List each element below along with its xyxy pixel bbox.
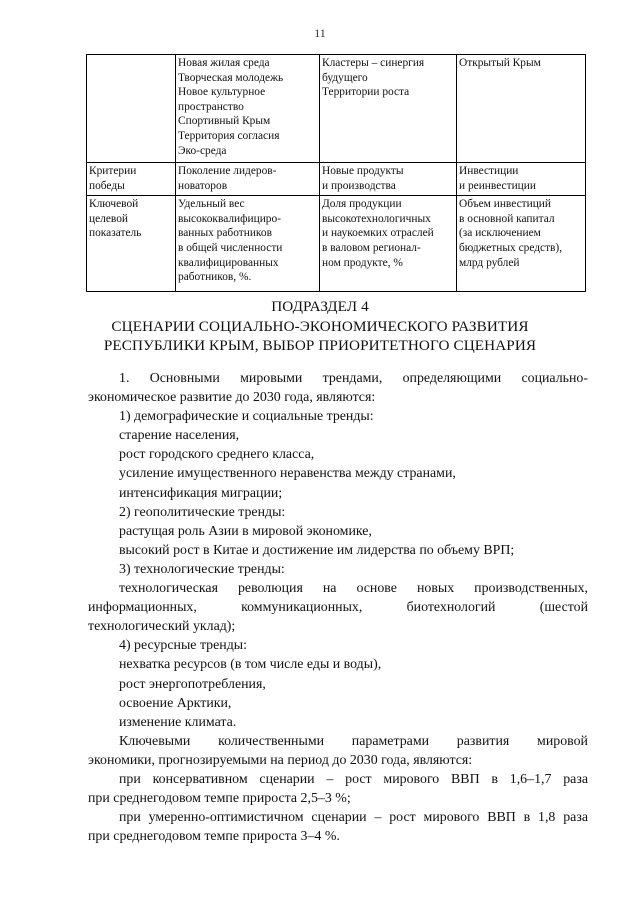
cell-line: высокотехнологичных [322, 212, 431, 225]
trend-list [88, 522, 588, 560]
table-row [87, 196, 586, 292]
section-subtitle: ПОДРАЗДЕЛ 4 [271, 298, 369, 315]
paragraph-line: при среднегодовом темпе прироста 2,5–3 %; [88, 791, 351, 807]
cell-line: Спортивный Крым [178, 115, 271, 128]
trend-item: старение населения, [119, 428, 240, 444]
cell-line: Поколение лидеров- [178, 165, 277, 177]
cell-line: (за исключением [459, 227, 541, 240]
cell-line: Доля продукции [322, 198, 402, 211]
cell-line: Кластеры – синергия [322, 57, 425, 69]
trend-item: рост городского среднего класса, [119, 447, 315, 463]
cell-line: целевой [89, 212, 128, 225]
trend-item: рост энергопотребления, [119, 676, 266, 692]
trend-heading: 2) геополитические тренды: [119, 504, 286, 520]
cell-line: Творческая молодежь [178, 71, 284, 84]
section-title-line1: СЦЕНАРИИ СОЦИАЛЬНО-ЭКОНОМИЧЕСКОГО РАЗВИТИЯ [111, 318, 529, 335]
cell-line: млрд рублей [459, 256, 520, 269]
trend-item: освоение Арктики, [119, 695, 232, 711]
cell-line: Инвестиции [459, 165, 519, 177]
paragraph-line: при умеренно-оптимистичном сценарии – рост мирового ВВП в 1,8 раза [119, 810, 588, 826]
table-row [87, 163, 586, 196]
trend-item: интенсификация миграции; [119, 485, 283, 501]
cell-line: ванных работников [178, 227, 272, 240]
section-title-line2: РЕСПУБЛИКИ КРЫМ, ВЫБОР ПРИОРИТЕТНОГО СЦЕНАРИЯ [103, 337, 537, 354]
paragraph-line: информационных, коммуникационных, биотехнологий (шестой [88, 600, 588, 616]
trend-heading: 3) технологические тренды: [119, 561, 285, 577]
body-text [88, 369, 588, 846]
cell-line: Удельный вес [178, 198, 245, 211]
trend-list [88, 655, 588, 731]
cell-line: в основной капитал [459, 212, 555, 225]
cell-line: Ключевой [89, 198, 139, 211]
cell-line: Территория согласия [178, 129, 280, 142]
cell-line: в валовом регионал- [322, 241, 421, 254]
paragraph-line: технологическая революция на основе новых производственных, [119, 581, 588, 597]
table-cell [457, 163, 586, 196]
cell-line: высококвалифициро- [178, 212, 281, 225]
trend-item: изменение климата. [119, 714, 237, 730]
cell-line: Территории роста [322, 86, 410, 99]
cell-line: Открытый Крым [459, 57, 541, 69]
cell-line: будущего [322, 71, 368, 84]
cell-line: ном продукте, % [322, 256, 403, 269]
table-cell [87, 163, 176, 196]
cell-line: Новое культурное [178, 86, 266, 99]
table-cell [176, 55, 320, 163]
table-cell [320, 196, 457, 292]
cell-line: Эко-среда [178, 144, 227, 157]
trend-heading: 1) демографические и социальные тренды: [119, 409, 374, 425]
paragraph-line: Ключевыми количественными параметрами развития мировой [119, 733, 588, 749]
trend-heading: 4) ресурсные тренды: [119, 638, 247, 654]
trend-item: нехватка ресурсов (в том числе еды и воды), [119, 657, 382, 673]
table-cell [87, 55, 176, 163]
table-row [87, 55, 586, 163]
cell-line: Новая жилая среда [178, 57, 270, 69]
cell-line: в общей численности [178, 241, 283, 254]
trend-list [88, 426, 588, 502]
cell-line: пространство [178, 100, 244, 113]
cell-line: Критерии [89, 165, 137, 177]
table-cell [176, 196, 320, 292]
cell-line: квалифицированных [178, 256, 279, 269]
cell-line: работников, %. [178, 271, 252, 284]
table-cell [457, 196, 586, 292]
cell-line: победы [89, 179, 125, 192]
cell-line: и производства [322, 179, 396, 192]
table-cell [176, 163, 320, 196]
paragraph-line: при консервативном сценарии – рост мирового ВВП в 1,6–1,7 раза [119, 771, 588, 787]
paragraph-line: экономики, прогнозируемыми на период до 2030 года, являются: [88, 752, 473, 768]
paragraph-line: экономическое развитие до 2030 года, являются: [88, 390, 376, 406]
cell-line: новаторов [178, 179, 228, 192]
cell-line: Объем инвестиций [459, 198, 551, 211]
trend-item: усиление имущественного неравенства между странами, [119, 466, 456, 482]
table-cell [320, 163, 457, 196]
paragraph-line: технологический уклад); [88, 619, 236, 635]
trend-item: растущая роль Азии в мировой экономике, [119, 523, 372, 539]
trend-item: высокий рост в Китае и достижение им лидерства по объему ВРП; [119, 542, 515, 558]
cell-line: показатель [89, 227, 142, 240]
page-number: 11 [314, 26, 326, 40]
cell-line: бюджетных средств), [459, 241, 563, 254]
table-cell [457, 55, 586, 163]
cell-line: и наукоемких отраслей [322, 227, 434, 240]
paragraph-line: 1. Основными мировыми трендами, определяющими социально- [119, 371, 588, 386]
table-cell [87, 196, 176, 292]
cell-line: и реинвестиции [459, 179, 536, 192]
table-cell [320, 55, 457, 163]
cell-line: Новые продукты [322, 165, 404, 177]
paragraph-line: при среднегодовом темпе прироста 3–4 %. [88, 829, 340, 845]
scenario-table [86, 54, 586, 292]
